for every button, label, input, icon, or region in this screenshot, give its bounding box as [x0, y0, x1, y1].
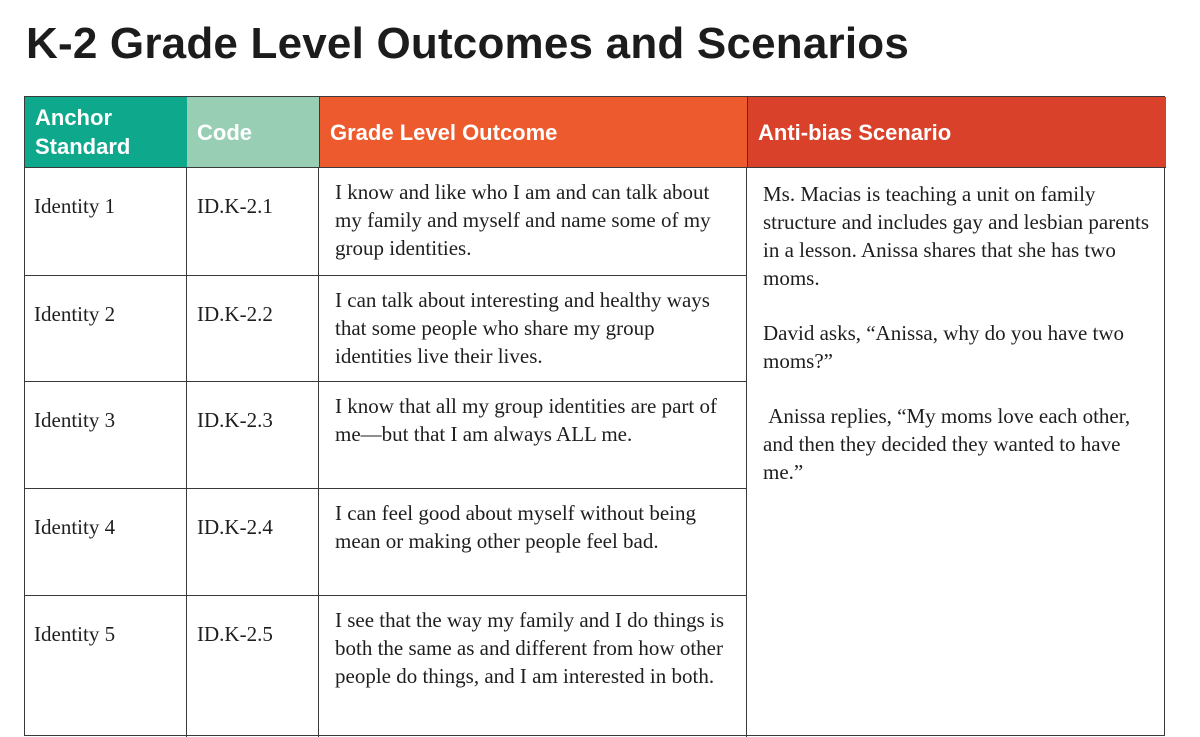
row-1-outcome: I know and like who I am and can talk about my family and myself and name some of my group identities.: [319, 167, 747, 275]
row-2-code: ID.K-2.2: [187, 275, 319, 381]
scenario-paragraph-1: Ms. Macias is teaching a unit on family structure and includes gay and lesbian parents in a lesson. Anissa shares that she has two moms.: [763, 182, 1150, 290]
scenario-paragraph-2: David asks, “Anissa, why do you have two moms?”: [763, 321, 1125, 373]
row-3-code: ID.K-2.3: [187, 381, 319, 488]
row-4-outcome: I can feel good about myself without being mean or making other people feel bad.: [319, 488, 747, 595]
row-1-standard: Identity 1: [25, 167, 187, 275]
row-5-outcome: I see that the way my family and I do things is both the same as and different from how other people do things, and I am interested in both.: [319, 595, 747, 737]
anti-bias-scenario: [747, 167, 1166, 737]
row-1-code: ID.K-2.1: [187, 167, 319, 275]
row-5-code: ID.K-2.5: [187, 595, 319, 737]
row-2-outcome: I can talk about interesting and healthy ways that some people who share my group identities live their lives.: [319, 275, 747, 381]
row-4-code: ID.K-2.4: [187, 488, 319, 595]
header-code: Code: [187, 97, 319, 167]
row-3-outcome: I know that all my group identities are part of me—but that I am always ALL me.: [319, 381, 747, 488]
header-grade-level-outcome: Grade Level Outcome: [319, 97, 747, 167]
row-3-standard: Identity 3: [25, 381, 187, 488]
header-anti-bias-scenario: Anti-bias Scenario: [747, 97, 1166, 167]
outcomes-table: [24, 96, 1165, 736]
row-4-standard: Identity 4: [25, 488, 187, 595]
header-anchor-standard: Anchor Standard: [25, 97, 187, 167]
page-title: K-2 Grade Level Outcomes and Scenarios: [26, 19, 910, 68]
scenario-paragraph-3: Anissa replies, “My moms love each other, and then they decided they wanted to have me.”: [763, 404, 1131, 484]
row-2-standard: Identity 2: [25, 275, 187, 381]
row-5-standard: Identity 5: [25, 595, 187, 737]
